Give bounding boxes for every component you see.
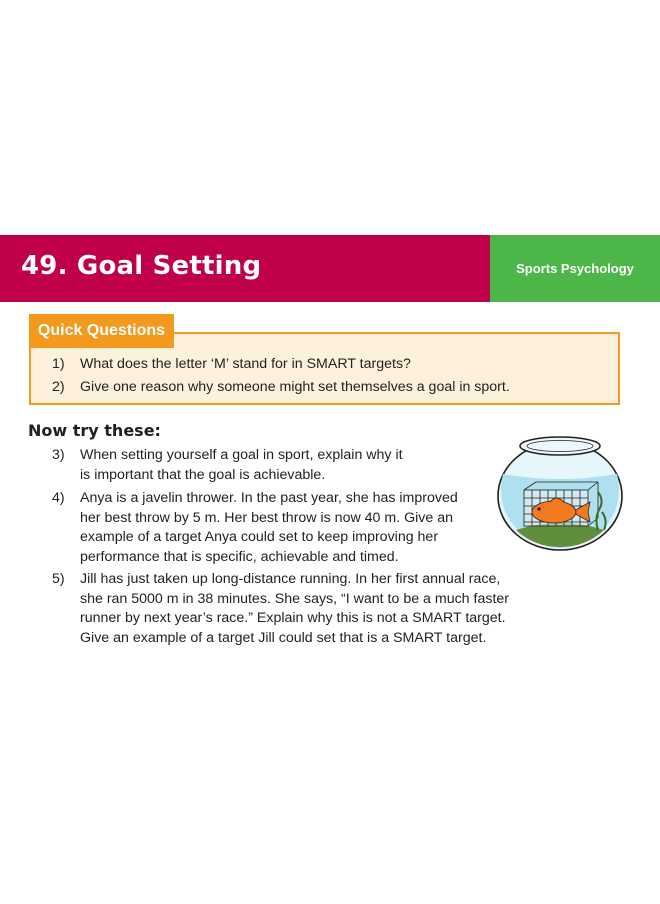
question-line: performance that is specific, achievable and timed. — [80, 548, 399, 565]
question-text: Give one reason why someone might set themselves a goal in sport. — [80, 379, 510, 395]
quick-questions-label: Quick Questions — [29, 314, 174, 348]
question-number: 5) — [52, 571, 65, 587]
question-line: her best throw by 5 m. Her best throw is now 40 m. Give an — [80, 509, 453, 526]
question-number: 3) — [52, 447, 65, 463]
question-line: example of a target Anya could set to keep improving her — [80, 529, 439, 545]
question-number: 2) — [52, 379, 65, 395]
now-try-heading: Now try these: — [28, 421, 161, 440]
question-line: Jill has just taken up long-distance running. In her first annual race, — [80, 571, 501, 587]
question-number: 4) — [52, 490, 65, 506]
question-number: 1) — [52, 356, 65, 372]
question-text: What does the letter ‘M’ stand for in SMART targets? — [80, 356, 411, 372]
page-header — [0, 235, 660, 302]
question-line: is important that the goal is achievable. — [80, 466, 326, 483]
question-line: she ran 5000 m in 38 minutes. She says, “I want to be a much faster — [80, 590, 509, 607]
title-bar — [0, 235, 490, 302]
page-title: 49. Goal Setting — [21, 251, 262, 281]
question-line: Give an example of a target Jill could set that is a SMART target. — [80, 629, 487, 646]
section-label: Sports Psychology — [490, 235, 660, 302]
question-line: runner by next year’s race.” Explain why this is not a SMART target. — [80, 610, 506, 626]
goldfish-bowl-icon — [494, 434, 626, 552]
question-line: When setting yourself a goal in sport, explain why it — [80, 447, 403, 463]
question-line: Anya is a javelin thrower. In the past year, she has improved — [80, 490, 458, 506]
